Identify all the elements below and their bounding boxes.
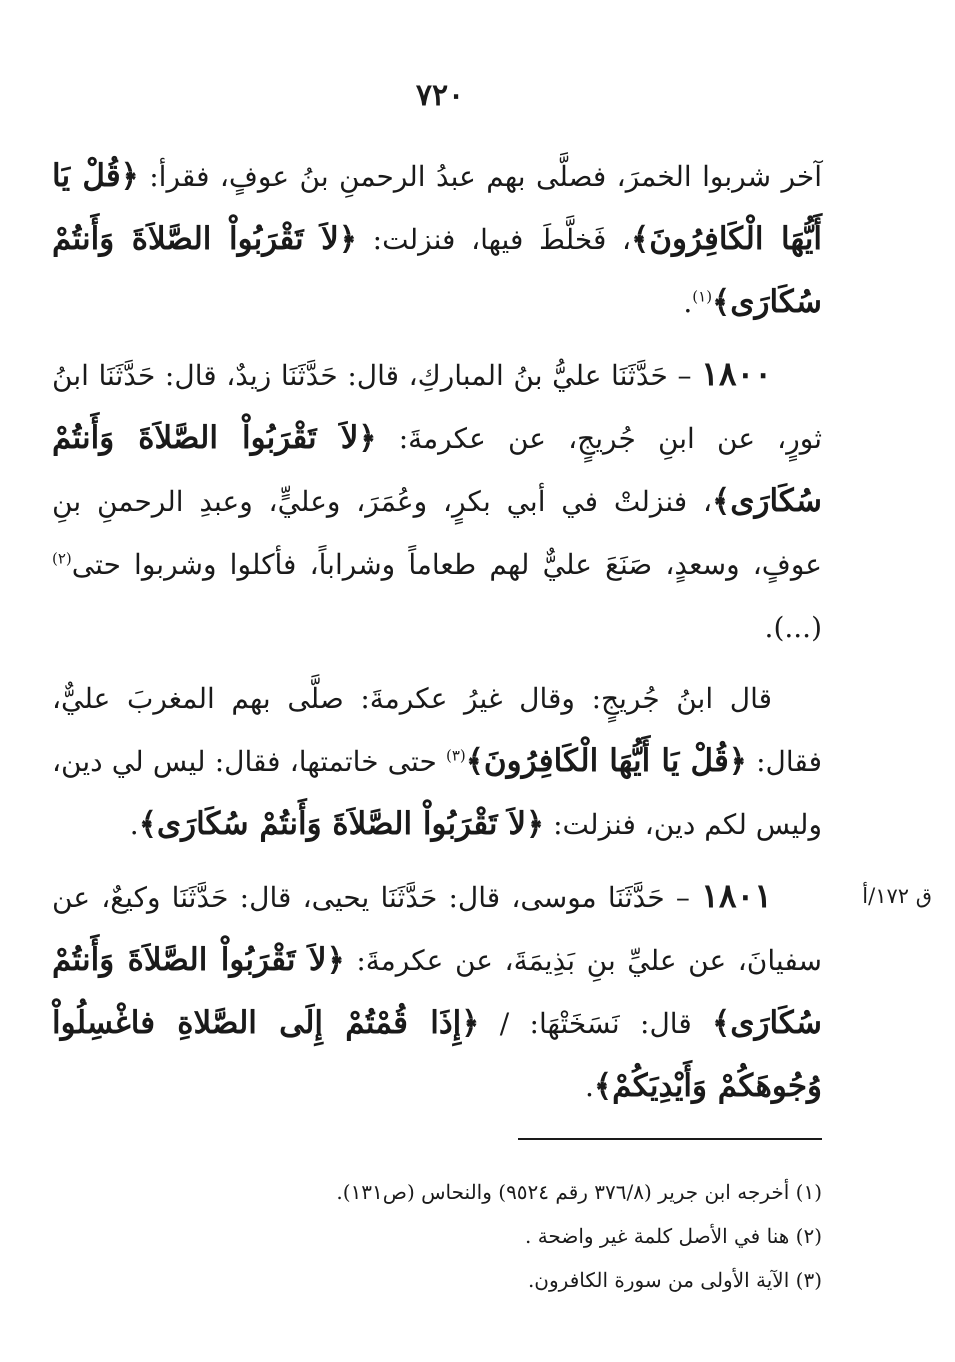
footnote-3: (٣) الآية الأولى من سورة الكافرون.	[527, 1268, 822, 1292]
hadith-number: ١٨٠٠	[701, 354, 772, 393]
text-segment: حتى خاتمتها، فقال: ليس لي دين، وليس لكم دين، فنزلت:	[52, 745, 822, 841]
manuscript-folio-note: ق ١٧٢/أ	[862, 884, 932, 908]
hadith-number: ١٨٠١	[701, 876, 772, 915]
hadith-1801	[52, 864, 822, 1118]
footnote-ref-1[interactable]: (١)	[692, 287, 713, 306]
hadith-1800	[52, 342, 822, 659]
text-segment: – حَدَّثَنَا موسى، قال: حَدَّثَنَا يحيى، قال: حَدَّثَنَا وكيعٌ، عن سفيانَ، عن عليِّ بنِ بَذِيمَةَ، عن عكرمةَ:	[52, 881, 822, 977]
footnote-divider	[518, 1138, 822, 1140]
paragraph-ibn-jurayj	[52, 667, 822, 856]
text-segment: (...).	[764, 611, 822, 644]
quran-verse: ﴿لاَ تَقْرَبُواْ الصَّلاَةَ وَأَنتُمْ سُكَارَى﴾	[52, 221, 822, 320]
text-segment: – حَدَّثَنَا عليُّ بنُ المباركِ، قال: حَدَّثَنَا زيدٌ، قال: حَدَّثَنَا ابنُ ثورٍ، عن ابنِ جُريجٍ، عن عكرمةَ:	[52, 359, 822, 455]
footnotes	[200, 1170, 822, 1302]
text-segment: آخر شربوا الخمرَ، فصلَّى بهم عبدُ الرحمنِ بنُ عوفٍ، فقرأ:	[138, 160, 823, 193]
text-segment: ، فَخلَّطَ فيها، فنزلت:	[357, 223, 632, 256]
quran-verse: ﴿إِذَا قُمْتُمْ إِلَى الصَّلاةِ فاغْسِلُواْ وُجُوهَكُمْ وَأَيْدِيَكُمْ﴾	[52, 1005, 822, 1104]
footnote-ref-2[interactable]: (٢)	[52, 549, 72, 568]
page-number: ٧٢٠	[415, 78, 465, 113]
text-segment: .	[683, 286, 693, 319]
footnote-ref-3[interactable]: (٣)	[445, 746, 466, 765]
quran-verse: ﴿لاَ تَقْرَبُواْ الصَّلاَةَ وَأَنتُمْ سُكَارَى﴾	[52, 942, 822, 1041]
footnote-2: (٢) هنا في الأصل كلمة غير واضحة .	[524, 1224, 822, 1248]
quran-verse: ﴿قُلْ يَا أَيُّهَا الْكَافِرُونَ﴾	[52, 158, 822, 257]
main-text	[52, 145, 822, 1126]
text-segment: ، فنزلتْ في أبي بكرٍ، وعُمَرَ، وعليٍّ، وعبدِ الرحمنِ بنِ عوفٍ، وسعدٍ، صَنَعَ عليٌّ لهم طعاماً وشراباً، فأكلوا وشربوا حتى	[52, 485, 822, 581]
text-segment: قال ابنُ جُريجٍ: وقال غيرُ عكرمةَ: صلَّى بهم المغربَ عليٌّ، فقال:	[52, 682, 822, 778]
quran-verse: ﴿قُلْ يَا أَيُّهَا الْكَافِرُونَ﴾	[465, 743, 747, 779]
text-segment: قال: نَسَخَتْهَا: /	[479, 1007, 713, 1040]
quran-verse: ﴿لاَ تَقْرَبُواْ الصَّلاَةَ وَأَنتُمْ سُكَارَى﴾	[52, 420, 822, 519]
footnote-1: (١) أخرجه ابن جرير (٣٧٦/٨ رقم ٩٥٢٤) والنحاس (ص١٣١).	[336, 1180, 822, 1204]
text-segment: .	[585, 1070, 594, 1103]
text-segment: .	[129, 808, 139, 841]
quran-verse: ﴿لاَ تَقْرَبُواْ الصَّلاَةَ وَأَنتُمْ سُكَارَى﴾	[138, 806, 545, 842]
paragraph-1	[52, 145, 822, 334]
